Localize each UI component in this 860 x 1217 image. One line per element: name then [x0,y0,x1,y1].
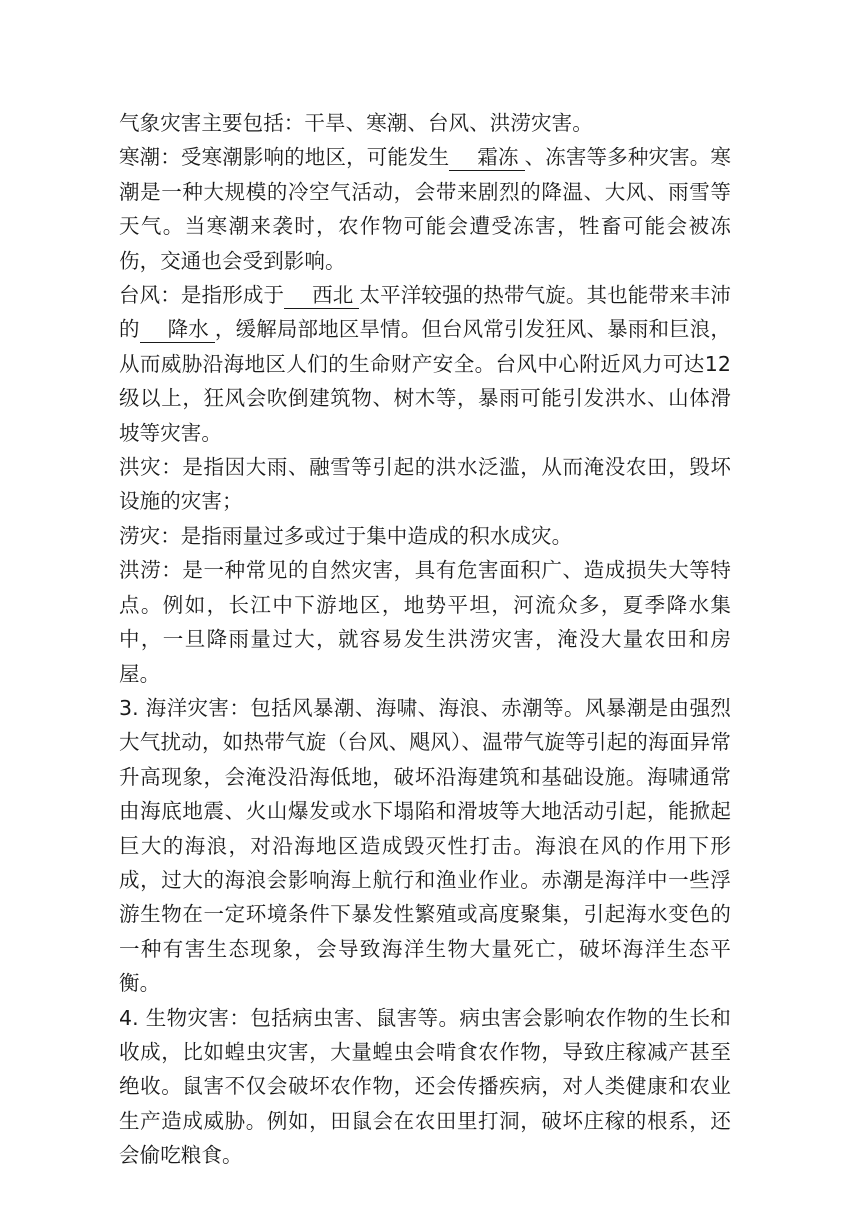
typhoon-text-after: ，缓解局部地区旱情。但台风常引发狂风、暴雨和巨浪，从而威胁沿海地区人们的生命财产安全。台风中心附近风力可达12级以上，狂风会吹倒建筑物、树木等，暴雨可能引发洪水、山体滑坡等灾害。 [119,317,731,445]
paragraph-waterlogging: 涝灾：是指雨量过多或过于集中造成的积水成灾。 [119,523,573,548]
fill-blank-answer: 西北 [284,282,359,309]
document-body [119,106,731,1173]
typhoon-text-before: 台风：是指形成于 [119,283,285,308]
fill-blank-answer: 霜冻 [449,144,524,171]
paragraph-cold-wave [119,140,731,278]
cold-wave-text-after: 、冻害等多种灾害。寒潮是一种大规模的冷空气活动，会带来剧烈的降温、大风、雨雪等天气。当寒潮来袭时，农作物可能会遭受冻害，牲畜可能会被冻伤，交通也会受到影响。 [119,145,732,273]
paragraph-marine-disasters: 3. 海洋灾害：包括风暴潮、海啸、海浪、赤潮等。风暴潮是由强烈大气扰动，如热带气旋（台风、飓风）、温带气旋等引起的海面异常升高现象，会淹没沿海低地，破坏沿海建筑和基础设施。海啸通常由海底地震、火山爆发或水下塌陷和滑坡等大地活动引起，能掀起巨大的海浪，对沿海地区造成毁灭性打击。海浪在风的作用下形成，过大的海浪会影响海上航行和渔业作业。赤潮是海洋中一些浮游生物在一定环境条件下暴发性繁殖或高度聚集，引起海水变色的一种有害生态现象，会导致海洋生物大量死亡，破坏海洋生态平衡。 [119,695,731,996]
paragraph-floods-and-waterlogging: 洪涝：是一种常见的自然灾害，具有危害面积广、造成损失大等特点。例如，长江中下游地区，地势平坦，河流众多，夏季降水集中，一旦降雨量过大，就容易发生洪涝灾害，淹没大量农田和房屋。 [119,558,731,686]
paragraph-biological-disasters: 4. 生物灾害：包括病虫害、鼠害等。病虫害会影响农作物的生长和收成，比如蝗虫灾害，大量蝗虫会啃食农作物，导致庄稼减产甚至绝收。鼠害不仅会破坏农作物，还会传播疾病，对人类健康和农业生产造成威胁。例如，田鼠会在农田里打洞，破坏庄稼的根系，还会偷吃粮食。 [119,1005,731,1168]
typhoon-text-middle: 太平洋较强的热带气旋。其也能带来丰沛的 [119,283,731,342]
paragraph-flood: 洪灾：是指因大雨、融雪等引起的洪水泛滥，从而淹没农田，毁坏设施的灾害； [119,455,731,514]
cold-wave-text-before: 寒潮：受寒潮影响的地区，可能发生 [119,145,450,170]
fill-blank-answer: 降水 [140,316,215,343]
paragraph-typhoon [119,278,731,450]
paragraph-meteorological-disasters: 气象灾害主要包括：干旱、寒潮、台风、洪涝灾害。 [119,111,593,135]
